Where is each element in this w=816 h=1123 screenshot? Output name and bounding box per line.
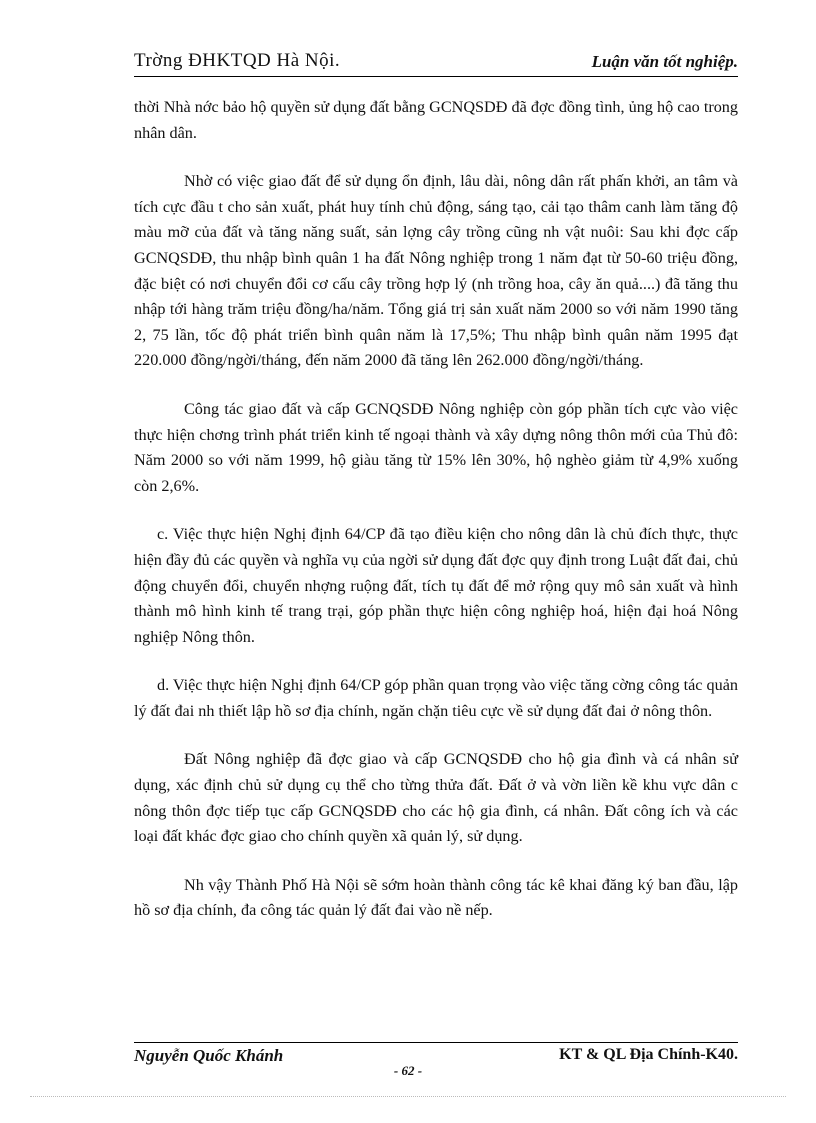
page-number: - 62 - [393,1063,423,1078]
page-header [134,48,738,77]
paragraph-benefits: Nhờ có việc giao đất để sử dụng ổn định, lâu dài, nông dân rất phấn khởi, an tâm và tích cực đầu t cho sản xuất, phát huy tính chủ động, sáng tạo, cải tạo thâm canh làm tăng độ màu mỡ của đất và tăng năng suất, sản lợng cây trồng cũng nh vật nuôi: Sau khi đợc cấp GCNQSDĐ, thu nhập bình quân 1 ha đất Nông nghiệp trong 1 năm đạt từ 50-60 triệu đồng, đặc biệt có nơi chuyển đổi cơ cấu cây trồng hợp lý (nh trồng hoa, cây ăn quả....) đã tăng thu nhập tới hàng trăm triệu đồng/ha/năm. Tổng giá trị sản xuất năm 2000 so với năm 1990 tăng 2, 75 lần, tốc độ phát triển bình quân năm là 17,5%; Thu nhập bình quân năm 1995 đạt 220.000 đồng/ngời/tháng, đến năm 2000 đã tăng lên 262.000 đồng/ngời/tháng. [134,172,738,370]
page-body [134,95,738,947]
header-school: Trờng ĐHKTQD Hà Nội. [134,50,341,71]
paragraph-land-allocation: Đất Nông nghiệp đã đợc giao và cấp GCNQSDĐ cho hộ gia đình và cá nhân sử dụng, xác định chủ sử dụng cụ thể cho từng thửa đất. Đất ở và vờn liền kề khu vực dân c nông thôn đợc tiếp tục cấp GCNQSDĐ cho các hộ gia đình, cá nhân. Đất công ích và các loại đất khác đợc giao cho chính quyền xã quản lý, sử dụng. [134,750,738,846]
page-bottom-divider [30,1096,786,1097]
footer-author: Nguyễn Quốc Khánh [134,1046,284,1065]
header-doc-type: Luận văn tốt nghiệp. [591,52,738,71]
paragraph-item-d: d. Việc thực hiện Nghị định 64/CP góp phần quan trọng vào việc tăng cờng công tác quản lý đất đai nh thiết lập hồ sơ địa chính, ngăn chặn tiêu cực về sử dụng đất đai ở nông thôn. [134,676,739,720]
paragraph-conclusion: Nh vậy Thành Phố Hà Nội sẽ sớm hoàn thành công tác kê khai đăng ký ban đầu, lập hồ sơ địa chính, đa công tác quản lý đất đai vào nề nếp. [134,875,738,920]
paragraph-item-c: c. Việc thực hiện Nghị định 64/CP đã tạo điều kiện cho nông dân là chủ đích thực, thực hiện đầy đủ các quyền và nghĩa vụ của ngời sử dụng đất đợc quy định trong Luật đất đai, chủ động chuyển đổi, chuyển nhợng ruộng đất, tích tụ đất để mở rộng quy mô sản xuất và hình thành mô hình kinh tế trang trại, góp phần thực hiện công nghiệp hoá, hiện đại hoá Nông nghiệp Nông thôn. [134,525,738,646]
footer-class: KT & QL Địa Chính-K40. [559,1046,738,1063]
paragraph-rural-development: Công tác giao đất và cấp GCNQSDĐ Nông nghiệp còn góp phần tích cực vào việc thực hiện chơng trình phát triển kinh tế ngoại thành và xây dựng nông thôn mới của Thủ đô: Năm 2000 so với năm 1999, hộ giàu tăng từ 15% lên 30%, hộ nghèo giảm từ 4,9% xuống còn 2,6%. [134,399,738,495]
paragraph-continuation: thời Nhà nớc bảo hộ quyền sử dụng đất bằng GCNQSDĐ đã đợc đồng tình, ủng hộ cao trong nhân dân. [134,98,738,142]
